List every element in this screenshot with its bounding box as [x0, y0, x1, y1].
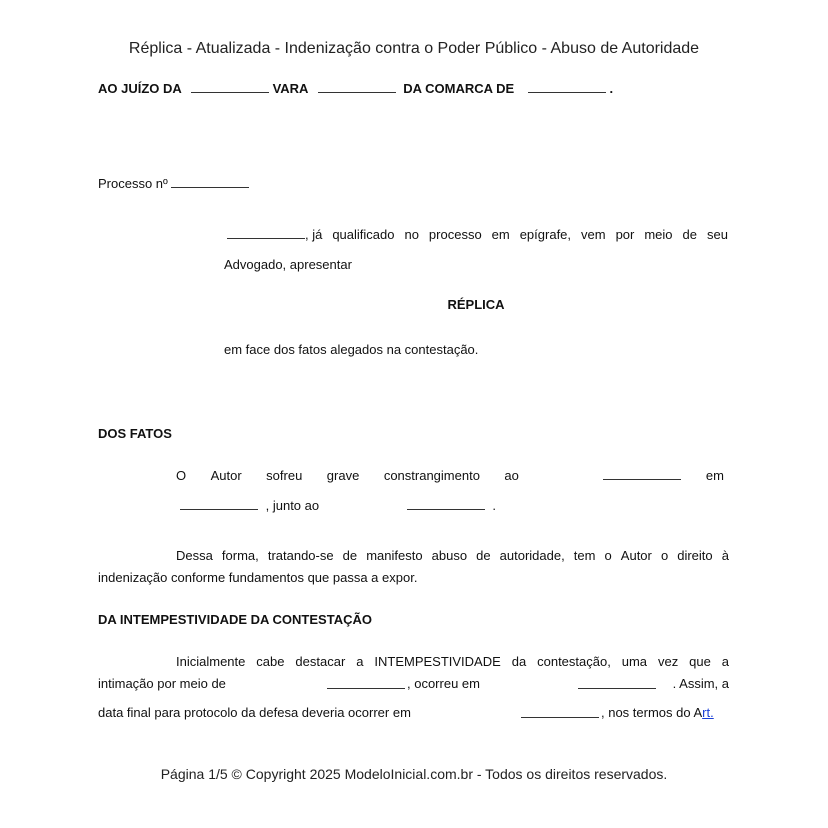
- word: processo: [428, 227, 482, 242]
- replica-heading: RÉPLICA: [447, 297, 505, 312]
- word: de: [476, 548, 491, 563]
- word: Dessa: [176, 548, 213, 563]
- intemp-line-1: [176, 654, 729, 669]
- addressee-line: [98, 81, 613, 96]
- blank-facts-date[interactable]: [180, 499, 258, 510]
- intro-line-2: Advogado, apresentar: [224, 257, 352, 272]
- word: o: [660, 548, 669, 563]
- intemp-nos-termos-text: , nos termos do A: [601, 705, 703, 720]
- word: a: [721, 654, 729, 669]
- intemp-ocorreu-text: , ocorreu em: [407, 676, 480, 691]
- word: meio: [644, 227, 673, 242]
- intemp-heading: DA INTEMPESTIVIDADE DA CONTESTAÇÃO: [98, 612, 372, 627]
- word: no: [404, 227, 419, 242]
- blank-intimation-means[interactable]: [327, 678, 405, 689]
- word: cabe: [256, 654, 285, 669]
- word: INTEMPESTIVIDADE: [374, 654, 501, 669]
- document-title: Réplica - Atualizada - Indenização contra o Poder Público - Abuso de Autoridade: [128, 40, 700, 57]
- word: constrangimento: [383, 468, 480, 483]
- word: manifesto: [366, 548, 423, 563]
- intemp-line-2: [98, 676, 729, 691]
- word: autoridade,: [499, 548, 565, 563]
- facts-heading: DOS FATOS: [98, 426, 172, 441]
- word: em: [491, 227, 510, 242]
- word: destacar: [295, 654, 346, 669]
- word: O: [176, 468, 187, 483]
- word: de: [342, 548, 358, 563]
- word: a: [356, 654, 364, 669]
- word: direito: [677, 548, 713, 563]
- word: vez: [657, 654, 679, 669]
- blank-vara-number[interactable]: [191, 82, 269, 93]
- page-footer: Página 1/5 © Copyright 2025 ModeloInicial.com.br - Todos os direitos reservados.: [160, 766, 668, 782]
- process-line: [98, 176, 249, 191]
- intemp-intimacao-text: intimação por meio de: [98, 676, 226, 691]
- blank-vara-type[interactable]: [318, 82, 396, 93]
- facts-line-2: [180, 498, 496, 513]
- facts-para2-line-1: [176, 548, 729, 563]
- process-label: Processo nº: [98, 176, 168, 191]
- intemp-data-final-text: data final para protocolo da defesa deveria ocorrer em: [98, 705, 411, 720]
- facts-line-1: [176, 468, 724, 483]
- word: forma,: [221, 548, 259, 563]
- word: , já: [305, 227, 323, 242]
- word: da: [511, 654, 527, 669]
- word: em: [705, 468, 724, 483]
- word: qualificado: [332, 227, 395, 242]
- facts-para2-line-2: indenização conforme fundamentos que passa a expor.: [98, 570, 418, 585]
- blank-facts-location[interactable]: [603, 469, 681, 480]
- word: Autor: [620, 548, 652, 563]
- word: tratando-se: [267, 548, 334, 563]
- word: grave: [326, 468, 360, 483]
- word: uma: [621, 654, 648, 669]
- word: contestação,: [537, 654, 611, 669]
- word: epígrafe,: [519, 227, 572, 242]
- addressee-part2: VARA: [272, 81, 308, 96]
- word: tem: [573, 548, 596, 563]
- addressee-end: .: [609, 81, 614, 96]
- word: que: [689, 654, 711, 669]
- word: o: [604, 548, 612, 563]
- word: ao: [504, 468, 519, 483]
- blank-deadline-date[interactable]: [521, 707, 599, 718]
- article-link[interactable]: rt.: [702, 705, 714, 720]
- blank-intimation-date[interactable]: [578, 678, 656, 689]
- word: seu: [706, 227, 728, 242]
- facts-junto-ao: , junto ao: [265, 498, 320, 513]
- blank-facts-entity[interactable]: [407, 499, 485, 510]
- addressee-part3: DA COMARCA DE: [403, 81, 515, 96]
- word: por: [615, 227, 635, 242]
- word: Inicialmente: [176, 654, 246, 669]
- word: Autor: [210, 468, 242, 483]
- word: sofreu: [266, 468, 303, 483]
- addressee-part1: AO JUÍZO DA: [98, 81, 182, 96]
- intro-line-1: [227, 227, 728, 242]
- word: abuso: [431, 548, 468, 563]
- word: vem: [581, 227, 606, 242]
- intemp-line-3: [98, 705, 729, 720]
- facts-period: .: [492, 498, 496, 513]
- word: à: [721, 548, 729, 563]
- blank-process-number[interactable]: [171, 177, 249, 188]
- intemp-assim-text: . Assim, a: [672, 676, 729, 691]
- face-line: em face dos fatos alegados na contestação.: [224, 342, 479, 357]
- word: de: [682, 227, 697, 242]
- blank-party-name[interactable]: [227, 228, 305, 239]
- blank-comarca[interactable]: [528, 82, 606, 93]
